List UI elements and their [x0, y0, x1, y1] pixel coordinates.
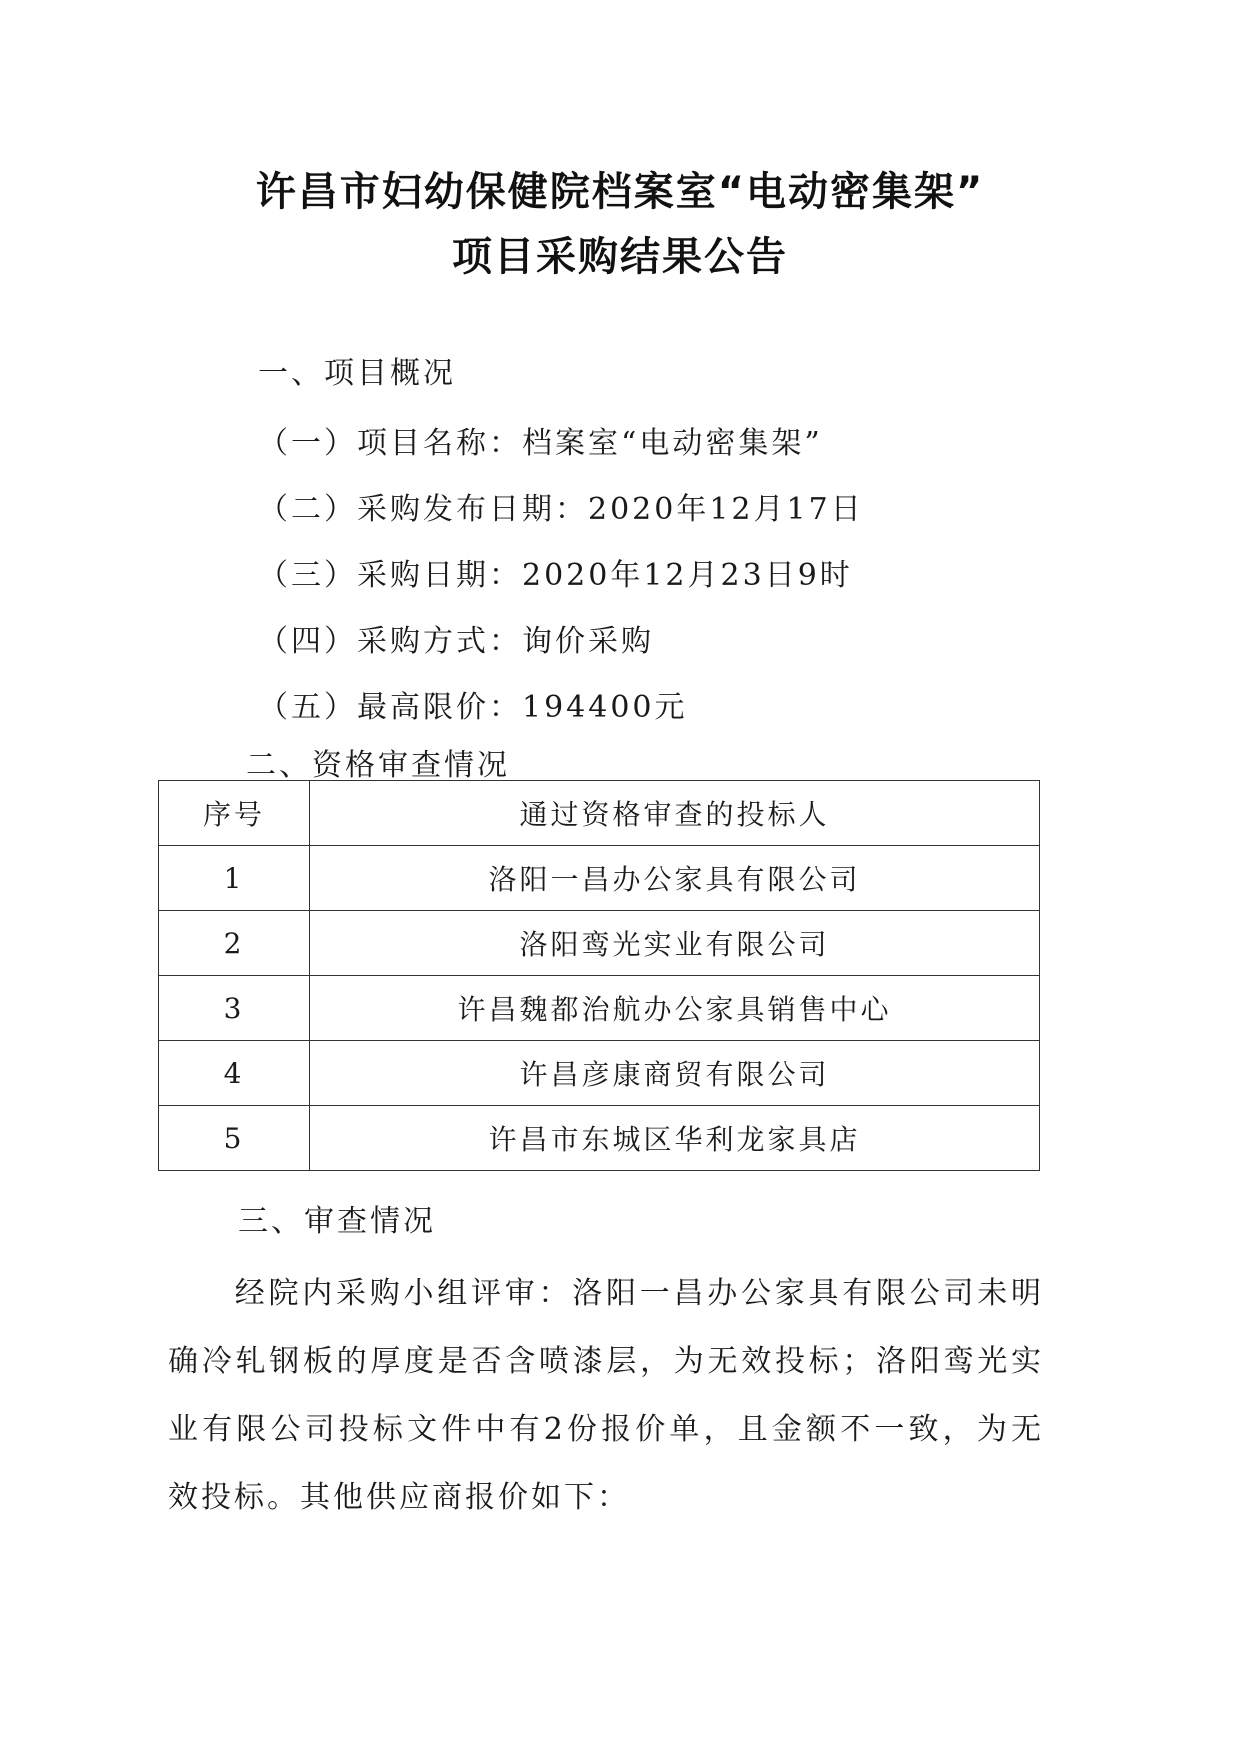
- bidder-name: 许昌魏都治航办公家具销售中心: [310, 976, 1040, 1041]
- section-1-heading: 一、项目概况: [258, 356, 456, 391]
- row-number: 1: [159, 846, 310, 911]
- table-row: [159, 911, 1040, 976]
- table-row: [159, 846, 1040, 911]
- bidder-name: 洛阳一昌办公家具有限公司: [310, 846, 1040, 911]
- table-row: [159, 1041, 1040, 1106]
- procurement-date-item: （三）采购日期：2020年12月23日9时: [258, 558, 853, 593]
- table-header-row: [159, 781, 1040, 846]
- row-number: 2: [159, 911, 310, 976]
- row-number: 5: [159, 1106, 310, 1171]
- publish-date-item: （二）采购发布日期：2020年12月17日: [258, 492, 864, 527]
- table-row: [159, 976, 1040, 1041]
- header-serial-number: 序号: [159, 781, 310, 846]
- document-title-line-1: 许昌市妇幼保健院档案室“电动密集架”: [255, 169, 985, 215]
- row-number: 3: [159, 976, 310, 1041]
- review-paragraph: [168, 1260, 1044, 1532]
- bidder-name: 许昌彦康商贸有限公司: [310, 1041, 1040, 1106]
- bidder-name: 洛阳鸾光实业有限公司: [310, 911, 1040, 976]
- document-title-line-2: 项目采购结果公告: [452, 234, 788, 280]
- review-paragraph-text: 经院内采购小组评审：洛阳一昌办公家具有限公司未明确冷轧钢板的厚度是否含喷漆层，为无效投标；洛阳鸾光实业有限公司投标文件中有2份报价单，且金额不一致，为无效投标。其他供应商报价如下：: [168, 1276, 1044, 1515]
- table-row: [159, 1106, 1040, 1171]
- row-number: 4: [159, 1041, 310, 1106]
- section-3-heading: 三、审查情况: [238, 1204, 436, 1239]
- section-2-heading: 二、资格审查情况: [246, 748, 510, 783]
- procurement-method-item: （四）采购方式：询价采购: [258, 624, 654, 659]
- header-bidder: 通过资格审查的投标人: [310, 781, 1040, 846]
- project-name-item: （一）项目名称：档案室“电动密集架”: [258, 426, 823, 461]
- bidder-name: 许昌市东城区华利龙家具店: [310, 1106, 1040, 1171]
- qualified-bidders-table: [158, 780, 1040, 1171]
- max-price-item: （五）最高限价：194400元: [258, 690, 688, 725]
